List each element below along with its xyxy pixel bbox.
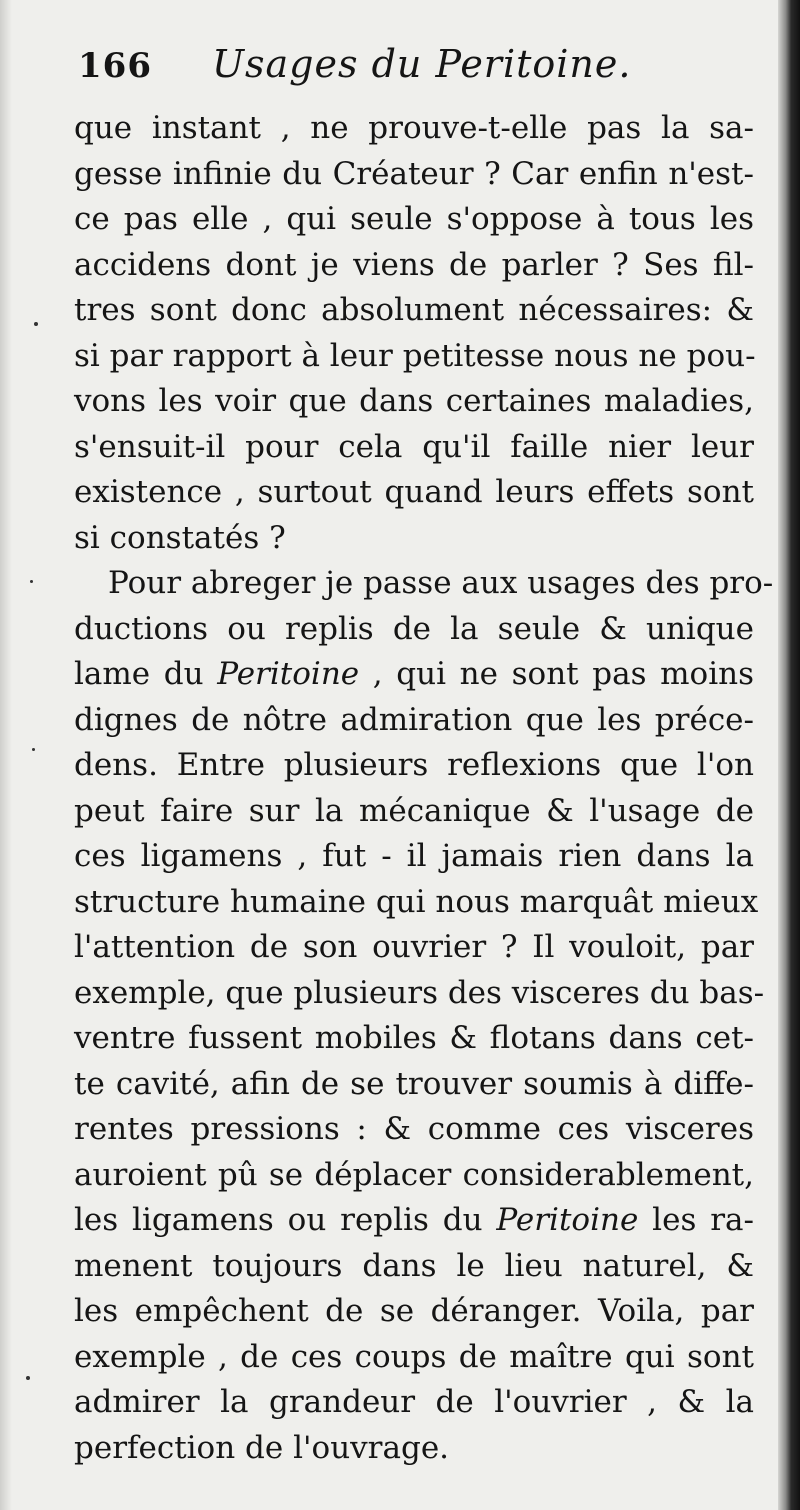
text-line: dignes de nôtre admiration que les préce-: [74, 701, 754, 738]
paragraph-2: [74, 561, 774, 1471]
text-line: ventre fussent mobiles & flotans dans cet-: [74, 1020, 754, 1056]
scan-speck: [26, 1376, 30, 1380]
page-header: [78, 42, 631, 102]
text-line: perfection de l'ouvrage.: [74, 1429, 450, 1466]
page-shadow-left: [0, 0, 12, 1510]
text-line: tres sont donc absolument nécessaires: &: [74, 292, 754, 328]
text-line: ce pas elle , qui seule s'oppose à tous les: [74, 201, 754, 237]
text-run: les ligamens ou replis du: [74, 1202, 497, 1238]
text-line: te cavité, afin de se trouver soumis à diffe-: [74, 1065, 754, 1102]
text-line-with-italic: [74, 652, 754, 698]
text-line: les empêchent de se déranger. Voila, par: [74, 1293, 754, 1329]
text-line-with-italic: [74, 1198, 754, 1244]
text-line: structure humaine qui nous marquât mieux: [74, 883, 759, 920]
text-line: si par rapport à leur petitesse nous ne pou-: [74, 337, 756, 374]
text-line: peut faire sur la mécanique & l'usage de: [74, 792, 754, 829]
text-line: exemple, que plusieurs des visceres du bas-: [74, 974, 765, 1011]
text-run: les ra-: [638, 1202, 754, 1238]
text-run: , qui ne sont pas moins: [359, 656, 755, 692]
italic-term: Peritoine: [496, 1202, 639, 1238]
text-line: existence , surtout quand leurs effets sont: [74, 474, 754, 510]
page-edge-right: [778, 0, 800, 1510]
page-number: 166: [78, 46, 152, 86]
text-line: s'ensuit-il pour cela qu'il faille nier leur: [74, 428, 754, 465]
text-body: [74, 106, 774, 1471]
text-line: rentes pressions : & comme ces visceres: [74, 1111, 754, 1147]
text-line: l'attention de son ouvrier ? Il vouloit, par: [74, 929, 754, 965]
text-line: exemple , de ces coups de maître qui sont: [74, 1338, 754, 1375]
text-line: menent toujours dans le lieu naturel, &: [74, 1247, 754, 1284]
text-line: dens. Entre plusieurs reflexions que l'on: [74, 747, 754, 783]
text-line: ces ligamens , fut - il jamais rien dans la: [74, 838, 754, 874]
paragraph-1: [74, 106, 754, 561]
text-line: ductions ou replis de la seule & unique: [74, 610, 754, 647]
running-head: Usages du Peritoine.: [212, 42, 632, 86]
text-run: lame du: [74, 656, 218, 692]
text-line: admirer la grandeur de l'ouvrier , & la: [74, 1384, 754, 1420]
text-line: Pour abreger je passe aux usages des pro-: [108, 565, 774, 601]
scan-speck: [30, 580, 33, 583]
text-line: vons les voir que dans certaines maladies,: [74, 383, 754, 419]
italic-term: Peritoine: [217, 656, 360, 692]
text-line: si constatés ?: [74, 519, 286, 556]
text-line: que instant , ne prouve-t-elle pas la sa-: [74, 110, 754, 146]
text-line: auroient pû se déplacer considerablement,: [74, 1156, 754, 1193]
text-line: accidens dont je viens de parler ? Ses fil-: [74, 246, 754, 283]
scan-speck: [34, 322, 38, 326]
text-line: gesse infinie du Créateur ? Car enfin n'est-: [74, 155, 754, 192]
scan-speck: [32, 748, 35, 751]
